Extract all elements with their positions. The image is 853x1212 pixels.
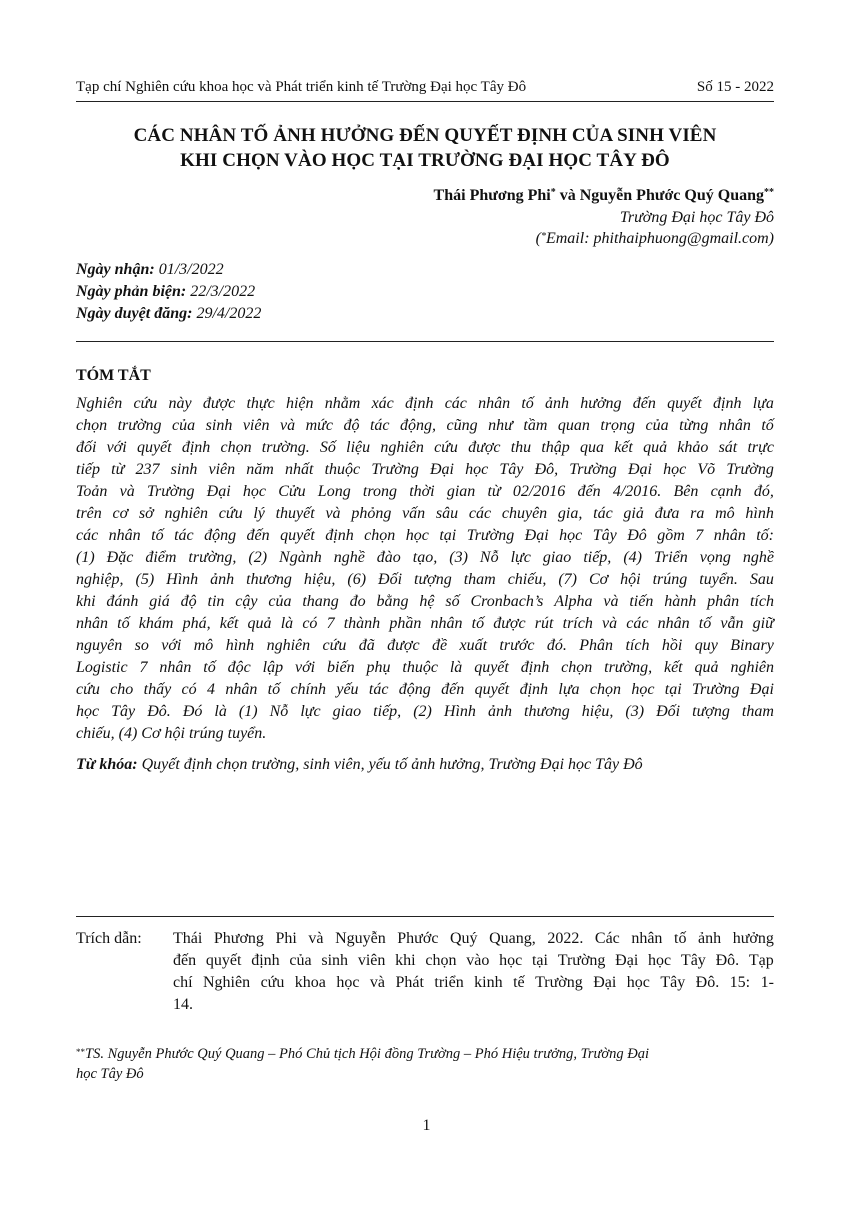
author-footnote [76, 1044, 774, 1084]
abstract-line: chọn trường của sinh viên và mức độ tác động, cũng như tầm quan trọng của từng nhân tố [76, 417, 774, 434]
citation-line: đến quyết định của sinh viên khi chọn vào học tại Trường Đại học Tây Đô. Tạp [173, 952, 774, 969]
affiliation: Trường Đại học Tây Đô [619, 209, 774, 226]
abstract-line: Nghiên cứu này được thực hiện nhằm xác định các nhân tố ảnh hưởng đến quyết định lựa [76, 395, 774, 412]
keywords-text: Quyết định chọn trường, sinh viên, yếu tố ảnh hưởng, Trường Đại học Tây Đô [137, 756, 643, 773]
citation-text [173, 928, 774, 1016]
author-footnote-mark: * [550, 187, 556, 198]
abstract-line: tiếp từ 237 sinh viên năm nhất thuộc Trường Đại học Tây Đô, Trường Đại học Võ Trường [76, 461, 774, 478]
email-mark: * [540, 231, 546, 242]
received-date [76, 259, 261, 281]
page-number: 1 [422, 1117, 431, 1134]
footnote-line: học Tây Đô [76, 1066, 144, 1082]
citation-line: 14. [173, 996, 193, 1013]
citation-line: Thái Phương Phi và Nguyễn Phước Quý Quang, 2022. Các nhân tố ảnh hưởng [173, 930, 774, 947]
abstract-line: trên cơ sở nghiên cứu lý thuyết và phỏng vấn sâu các chuyên gia, tác giả đưa ra mô hình [76, 505, 774, 522]
citation-line: chí Nghiên cứu khoa học và Phát triển kinh tế Trường Đại học Tây Đô. 15: 1- [173, 974, 774, 991]
abstract-line: đối với quyết định chọn trường. Số liệu nghiên cứu được thu thập qua kết quả khảo sát trực [76, 439, 774, 456]
issue-number: Số 15 - 2022 [696, 79, 774, 95]
reviewed-date [76, 281, 261, 303]
abstract-line: nguyên so với mô hình nghiên cứu đã được đề xuất trước đó. Phân tích hồi quy Binary [76, 637, 774, 654]
running-header [76, 76, 774, 98]
footnote-line [76, 1044, 774, 1064]
abstract-line: cứu cho thấy có 4 nhân tố chính yếu tác động đến quyết định lựa chọn học tại Trường Đại [76, 681, 774, 698]
abstract-line: chiếu, (4) Cơ hội trúng tuyển. [76, 725, 267, 742]
title-line: CÁC NHÂN TỐ ẢNH HƯỞNG ĐẾN QUYẾT ĐỊNH CỦA SINH VIÊN [133, 125, 717, 146]
citation-label: Trích dẫn: [76, 930, 142, 947]
reviewed-value: 22/3/2022 [186, 283, 256, 300]
journal-name: Tạp chí Nghiên cứu khoa học và Phát triển kinh tế Trường Đại học Tây Đô [76, 79, 527, 95]
abstract-top-rule [76, 341, 774, 342]
abstract-line: các nhân tố tác động đến quyết định chọn học tại Trường Đại học Tây Đô gồm 7 nhân tố: [76, 527, 774, 544]
abstract-line: khi đánh giá độ tin cậy của thang đo bằng hệ số Cronbach’s Alpha và tiến hành phân tích [76, 593, 774, 610]
abstract-line: (1) Đặc điểm trường, (2) Ngành nghề đào tạo, (3) Nỗ lực giao tiếp, (4) Triển vọng nghề [76, 549, 774, 566]
keywords-label: Từ khóa: [76, 756, 138, 773]
abstract-line: Toản và Trường Đại học Cửu Long trong thời gian từ 02/2016 đến 4/2016. Bên cạnh đó, [76, 483, 774, 500]
abstract-line: Logistic 7 nhân tố độc lập với biến phụ thuộc là quyết định chọn trường, kết quả nghiên [76, 659, 774, 676]
citation-top-rule [76, 916, 774, 917]
author-footnote-mark: ** [764, 187, 774, 198]
abstract-heading: TÓM TẮT [76, 367, 151, 384]
received-label: Ngày nhận: [76, 261, 155, 278]
footnote-mark: ** [76, 1047, 85, 1057]
email-text: Email: phithaiphuong@gmail.com) [545, 230, 774, 247]
title-line: KHI CHỌN VÀO HỌC TẠI TRƯỜNG ĐẠI HỌC TÂY ĐÔ [180, 150, 670, 171]
received-value: 01/3/2022 [154, 261, 224, 278]
article-dates [76, 259, 261, 325]
abstract-line: nhân tố khám phá, kết quả là có 7 thành phần nhân tố được rút trích và các nhân tố vẫn giữ [76, 615, 774, 632]
author-name: Nguyễn Phước Quý Quang [579, 187, 764, 204]
article-title [76, 123, 774, 173]
author-separator: và [555, 187, 580, 204]
author-list [434, 185, 774, 206]
accepted-date [76, 303, 261, 325]
reviewed-label: Ngày phản biện: [76, 283, 187, 300]
author-name: Thái Phương Phi [433, 187, 551, 204]
accepted-value: 29/4/2022 [192, 305, 262, 322]
accepted-label: Ngày duyệt đăng: [76, 305, 193, 322]
corresponding-email [536, 228, 774, 249]
footnote-text: TS. Nguyễn Phước Quý Quang – Phó Chủ tịch Hội đồng Trường – Phó Hiệu trưởng, Trường Đại [85, 1046, 650, 1062]
abstract-line: nghiệp, (5) Hình ảnh thương hiệu, (6) Đối tượng tham chiếu, (7) Cơ hội trúng tuyển. Sau [76, 571, 774, 588]
header-rule [76, 101, 774, 102]
keywords [76, 754, 643, 776]
abstract-body [76, 393, 774, 745]
abstract-line: học Tây Đô. Đó là (1) Nỗ lực giao tiếp, (2) Hình ảnh thương hiệu, (3) Đối tượng tham [76, 703, 774, 720]
email-paren: ( [535, 230, 541, 247]
